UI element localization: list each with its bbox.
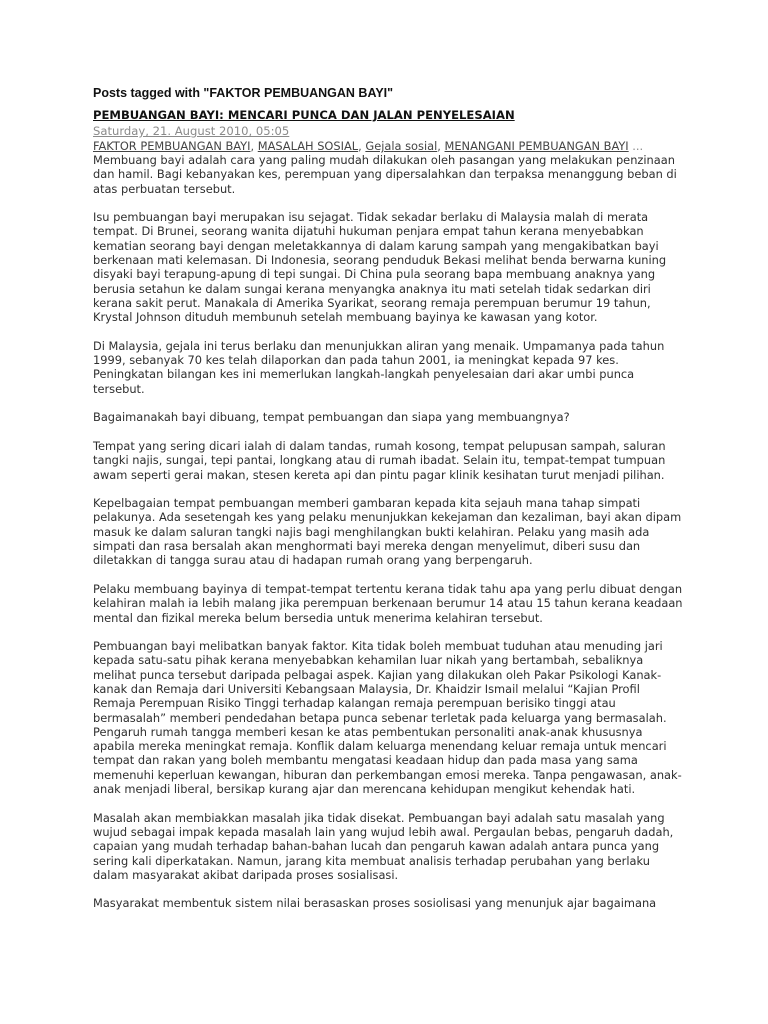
tag-separator: ,: [358, 139, 366, 153]
paragraph: Bagaimanakah bayi dibuang, tempat pembuangan dan siapa yang membuangnya?: [93, 410, 570, 425]
post-title-link[interactable]: PEMBUANGAN BAYI: MENCARI PUNCA DAN JALAN PENYELESAIAN: [93, 108, 515, 122]
tag-link-faktor-pembuangan-bayi[interactable]: FAKTOR PEMBUANGAN BAYI: [93, 139, 251, 153]
paragraph: Masalah akan membiakkan masalah jika tidak disekat. Pembuangan bayi adalah satu masalah yang wujud sebagai impak kepada masalah lain yang wujud lebih awal. Pergaulan bebas, pengaruh dadah, capaian yang mudah terhadap bahan-bahan lucah dan pengaruh kawan adalah antara punca yang sering kali diperkatakan. Namun, jarang kita membuat analisis terhadap perubahan yang berlaku dalam masyarakat akibat daripada proses sosialisasi.: [93, 810, 674, 882]
paragraph: Pembuangan bayi melibatkan banyak faktor. Kita tidak boleh membuat tuduhan atau menuding jari kepada satu-satu pihak kerana menyebabkan kehamilan luar nikah yang bertambah, sebaliknya melihat punca tersebut daripada pelbagai aspek. Kajian yang dilakukan oleh Pakar Psikologi Kanak-kanak dan Remaja dari Universiti Kebangsaan Malaysia, Dr. Khaidzir Ismail melalui “Kajian Profil Remaja Perempuan Risiko Tinggi terhadap kalangan remaja perempuan berisiko tinggi atau bermasalah” memberi pendedahan betapa punca sebenar terletak pada keluarga yang bermasalah. Pengaruh rumah tangga memberi kesan ke atas pembentukan personaliti anak-anak khususnya apabila mereka meningkat remaja. Konflik dalam keluarga menendang keluar remaja untuk mencari tempat dan rakan yang boleh membantu mengatasi keadaan hidup dan pada masa yang sama memenuhi keperluan kewangan, hiburan dan perkembangan emosi mereka. Tanpa pengawasan, anak-anak menjadi liberal, bersikap kurang ajar dan merencana kehidupan mengikut kehendak hati.: [93, 639, 682, 797]
paragraph: Tempat yang sering dicari ialah di dalam tandas, rumah kosong, tempat pelupusan sampah, saluran tangki najis, sungai, tepi pantai, longkang atau di rumah ibadat. Selain itu, tempat-tempat tumpuan awam seperti gerai makan, stesen kereta api dan pintu pagar klinik kesihatan turut menjadi pilihan.: [93, 438, 666, 482]
post-container: [93, 86, 683, 925]
post-date-link[interactable]: Saturday, 21. August 2010, 05:05: [93, 124, 290, 138]
tag-heading: Posts tagged with "FAKTOR PEMBUANGAN BAYI": [93, 86, 394, 100]
tag-separator: ,: [250, 139, 258, 153]
paragraph: Isu pembuangan bayi merupakan isu sejagat. Tidak sekadar berlaku di Malaysia malah di merata tempat. Di Brunei, seorang wanita dijatuhi hukuman penjara empat tahun kerana menyebabkan kematian seorang bayi dengan meletakkannya di dalam karung sampah yang mengakibatkan bayi berkenaan mati kelemasan. Di Indonesia, seorang penduduk Bekasi melihat benda berwarna kuning disyaki bayi terapung-apung di tepi sungai. Di China pula seorang bapa membuang anaknya yang berusia setahun ke dalam sungai kerana menyangka anaknya itu mati setelah tidak sedarkan diri kerana sakit perut. Manakala di Amerika Syarikat, seorang remaja perempuan berumur 19 tahun, Krystal Johnson dituduh membunuh setelah membuang bayinya ke kawasan yang kotor.: [93, 210, 667, 325]
post-body: [93, 153, 683, 911]
paragraph: Pelaku membuang bayinya di tempat-tempat tertentu kerana tidak tahu apa yang perlu dibuat dengan kelahiran malah ia lebih malang jika perempuan berkenaan berumur 14 atau 15 tahun kerana keadaan mental dan fizikal mereka belum bersedia untuk menerima kelahiran tersebut.: [93, 581, 683, 625]
tag-link-gejala-sosial[interactable]: Gejala sosial: [365, 139, 438, 153]
tag-link-menangani-pembuangan-bayi[interactable]: MENANGANI PEMBUANGAN BAYI: [444, 139, 629, 153]
paragraph: Di Malaysia, gejala ini terus berlaku dan menunjukkan aliran yang menaik. Umpamanya pada tahun 1999, sebanyak 70 kes telah dilaporkan dan pada tahun 2001, ia meningkat kepada 97 kes. Peningkatan bilangan kes ini memerlukan langkah-langkah penyelesaian dari akar umbi punca tersebut.: [93, 338, 665, 396]
tag-separator: ,: [437, 139, 445, 153]
paragraph: Kepelbagaian tempat pembuangan memberi gambaran kepada kita sejauh mana tahap simpati pelakunya. Ada sesetengah kes yang pelaku menunjukkan kekejaman dan kezaliman, bayi akan dipam masuk ke dalam saluran tangki najis bagi menghilangkan bukti kelahiran. Pelaku yang masih ada simpati dan rasa bersalah akan menghormati bayi mereka dengan menyelimut, diberi susu dan diletakkan di tangga surau atau di hadapan rumah orang yang berpengaruh.: [93, 496, 682, 568]
tag-link-masalah-sosial[interactable]: MASALAH SOSIAL: [257, 139, 359, 153]
paragraph: Masyarakat membentuk sistem nilai berasaskan proses sosiolisasi yang menunjuk ajar bagaimana: [93, 896, 657, 911]
paragraph: Membuang bayi adalah cara yang paling mudah dilakukan oleh pasangan yang melakukan penzinaan dan hamil. Bagi kebanyakan kes, perempuan yang dipersalahkan dan terpaksa menanggung beban di atas perbuatan tersebut.: [93, 153, 677, 196]
tags-more-ellipsis[interactable]: ...: [632, 139, 644, 153]
post-tags: [93, 139, 683, 153]
